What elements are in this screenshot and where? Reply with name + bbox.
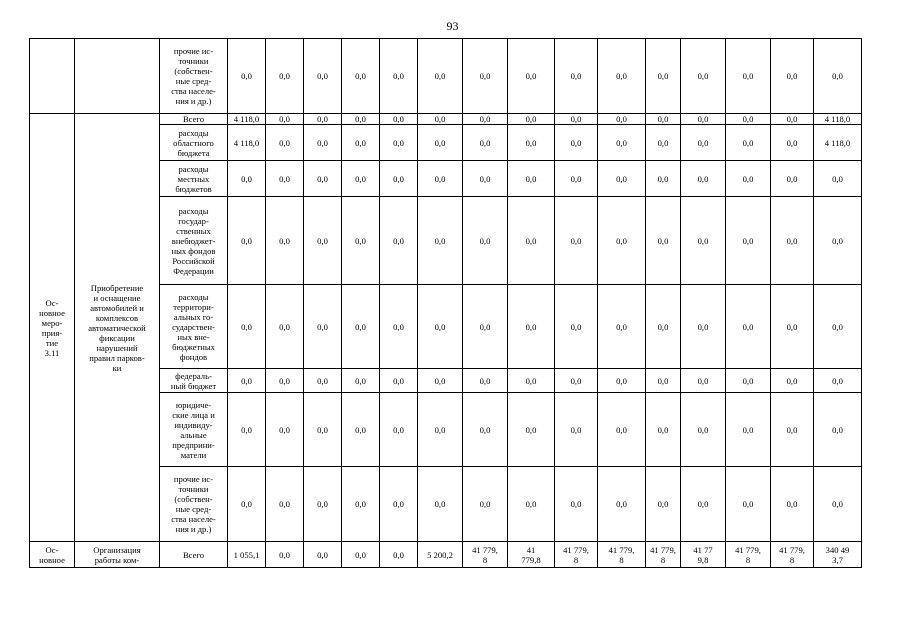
table-row — [30, 39, 862, 114]
value-cell: 0,0 — [646, 197, 681, 285]
value-cell: 0,0 — [555, 125, 598, 161]
value-cell: 0,0 — [646, 161, 681, 197]
value-cell: 0,0 — [681, 369, 726, 393]
value-cell: 0,0 — [342, 125, 380, 161]
value-cell: 0,0 — [380, 542, 418, 568]
value-cell: 0,0 — [380, 393, 418, 467]
value-cell: 0,0 — [508, 197, 555, 285]
value-cell: 0,0 — [555, 114, 598, 125]
funding-source-label: федераль- ный бюджет — [160, 369, 228, 393]
value-cell: 0,0 — [814, 285, 862, 369]
value-cell: 0,0 — [598, 467, 646, 542]
value-cell: 0,0 — [726, 369, 771, 393]
value-cell: 0,0 — [418, 125, 463, 161]
value-cell: 0,0 — [463, 197, 508, 285]
funding-source-label: расходы территори- альных го- сударствен- ных вне- бюджетных фондов — [160, 285, 228, 369]
value-cell: 0,0 — [342, 542, 380, 568]
value-cell: 0,0 — [304, 114, 342, 125]
value-cell: 41 779, 8 — [726, 542, 771, 568]
value-cell: 0,0 — [814, 393, 862, 467]
value-cell: 0,0 — [598, 197, 646, 285]
value-cell: 0,0 — [342, 393, 380, 467]
value-cell: 0,0 — [304, 197, 342, 285]
value-cell: 0,0 — [508, 393, 555, 467]
value-cell: 0,0 — [463, 369, 508, 393]
value-cell: 41 779, 8 — [463, 542, 508, 568]
value-cell: 0,0 — [508, 161, 555, 197]
value-cell: 4 118,0 — [228, 114, 266, 125]
value-cell: 0,0 — [508, 467, 555, 542]
value-cell: 0,0 — [771, 161, 814, 197]
value-cell: 0,0 — [771, 114, 814, 125]
value-cell: 0,0 — [380, 467, 418, 542]
value-cell: 0,0 — [266, 114, 304, 125]
value-cell: 0,0 — [508, 369, 555, 393]
value-cell: 0,0 — [681, 393, 726, 467]
value-cell: 0,0 — [266, 125, 304, 161]
value-cell: 0,0 — [726, 393, 771, 467]
value-cell: 0,0 — [463, 161, 508, 197]
value-cell: 0,0 — [304, 369, 342, 393]
funding-source-label: расходы областного бюджета — [160, 125, 228, 161]
value-cell: 0,0 — [681, 285, 726, 369]
value-cell: 4 118,0 — [228, 125, 266, 161]
value-cell: 0,0 — [814, 197, 862, 285]
value-cell: 0,0 — [508, 114, 555, 125]
value-cell: 0,0 — [646, 467, 681, 542]
value-cell: 0,0 — [418, 161, 463, 197]
funding-table — [29, 38, 862, 568]
value-cell: 0,0 — [304, 467, 342, 542]
value-cell: 0,0 — [508, 39, 555, 114]
value-cell: 0,0 — [555, 285, 598, 369]
value-cell: 0,0 — [598, 369, 646, 393]
value-cell: 0,0 — [726, 285, 771, 369]
funding-source-label: прочие ис- точники (собствен- ные сред- ства населе- ния и др.) — [160, 39, 228, 114]
value-cell: 1 055,1 — [228, 542, 266, 568]
value-cell: 0,0 — [304, 393, 342, 467]
value-cell: 0,0 — [380, 114, 418, 125]
value-cell: 0,0 — [342, 197, 380, 285]
value-cell: 0,0 — [266, 197, 304, 285]
value-cell: 0,0 — [418, 467, 463, 542]
value-cell: 0,0 — [418, 197, 463, 285]
value-cell: 0,0 — [508, 285, 555, 369]
value-cell: 0,0 — [646, 285, 681, 369]
value-cell: 0,0 — [814, 39, 862, 114]
value-cell: 0,0 — [380, 125, 418, 161]
value-cell: 0,0 — [463, 467, 508, 542]
value-cell: 0,0 — [555, 161, 598, 197]
value-cell: 0,0 — [771, 393, 814, 467]
table-row — [30, 542, 862, 568]
value-cell: 0,0 — [266, 393, 304, 467]
value-cell: 41 77 9,8 — [681, 542, 726, 568]
value-cell: 0,0 — [681, 467, 726, 542]
value-cell: 0,0 — [646, 39, 681, 114]
event-label-cell: Ос- новное меро- прия- тие 3.11 — [30, 114, 75, 542]
value-cell: 0,0 — [555, 467, 598, 542]
value-cell: 4 118,0 — [814, 125, 862, 161]
value-cell: 0,0 — [646, 125, 681, 161]
value-cell: 0,0 — [380, 39, 418, 114]
value-cell: 0,0 — [463, 125, 508, 161]
value-cell: 0,0 — [726, 39, 771, 114]
value-cell: 0,0 — [418, 39, 463, 114]
value-cell: 0,0 — [228, 39, 266, 114]
value-cell: 0,0 — [266, 39, 304, 114]
funding-source-label: юридиче- ские лица и индивиду- альные предприни- матели — [160, 393, 228, 467]
value-cell: 0,0 — [598, 114, 646, 125]
funding-source-label: расходы государ- ственных внебюджет- ных фондов Российской Федерации — [160, 197, 228, 285]
value-cell: 0,0 — [463, 114, 508, 125]
value-cell: 0,0 — [266, 161, 304, 197]
funding-source-label: расходы местных бюджетов — [160, 161, 228, 197]
value-cell: 0,0 — [342, 114, 380, 125]
funding-source-label: Всего — [160, 114, 228, 125]
value-cell: 0,0 — [418, 114, 463, 125]
value-cell: 0,0 — [228, 161, 266, 197]
value-cell: 0,0 — [342, 467, 380, 542]
value-cell: 41 779,8 — [508, 542, 555, 568]
value-cell: 0,0 — [646, 393, 681, 467]
value-cell: 0,0 — [681, 125, 726, 161]
table-row — [30, 114, 862, 125]
value-cell: 0,0 — [598, 161, 646, 197]
value-cell: 0,0 — [380, 197, 418, 285]
value-cell: 0,0 — [266, 467, 304, 542]
value-cell: 5 200,2 — [418, 542, 463, 568]
value-cell: 0,0 — [228, 467, 266, 542]
value-cell: 0,0 — [266, 369, 304, 393]
value-cell: 0,0 — [771, 125, 814, 161]
value-cell: 0,0 — [418, 369, 463, 393]
event-label-cell: Ос- новное — [30, 542, 75, 568]
value-cell: 0,0 — [304, 161, 342, 197]
value-cell: 0,0 — [771, 39, 814, 114]
value-cell: 0,0 — [266, 542, 304, 568]
value-cell: 0,0 — [463, 285, 508, 369]
value-cell: 0,0 — [304, 125, 342, 161]
page-number: 93 — [446, 19, 459, 33]
value-cell: 0,0 — [342, 285, 380, 369]
value-cell: 0,0 — [681, 161, 726, 197]
value-cell: 0,0 — [771, 467, 814, 542]
value-cell: 0,0 — [228, 393, 266, 467]
value-cell: 0,0 — [555, 39, 598, 114]
value-cell: 0,0 — [304, 285, 342, 369]
value-cell: 0,0 — [266, 285, 304, 369]
value-cell: 41 779, 8 — [555, 542, 598, 568]
value-cell: 0,0 — [726, 197, 771, 285]
value-cell: 0,0 — [342, 39, 380, 114]
event-name-cell: Организация работы ком- — [75, 542, 160, 568]
value-cell: 0,0 — [646, 369, 681, 393]
value-cell: 4 118,0 — [814, 114, 862, 125]
value-cell: 0,0 — [228, 197, 266, 285]
value-cell: 0,0 — [380, 161, 418, 197]
value-cell: 0,0 — [463, 39, 508, 114]
value-cell: 0,0 — [726, 125, 771, 161]
value-cell: 0,0 — [342, 161, 380, 197]
value-cell: 0,0 — [771, 285, 814, 369]
value-cell: 0,0 — [304, 542, 342, 568]
value-cell: 0,0 — [555, 393, 598, 467]
value-cell: 0,0 — [598, 285, 646, 369]
value-cell: 340 49 3,7 — [814, 542, 862, 568]
funding-source-label: Всего — [160, 542, 228, 568]
value-cell: 0,0 — [814, 467, 862, 542]
value-cell: 0,0 — [555, 369, 598, 393]
value-cell: 0,0 — [380, 285, 418, 369]
value-cell: 41 779, 8 — [646, 542, 681, 568]
value-cell: 0,0 — [380, 369, 418, 393]
event-name-cell: Приобретение и оснащение автомобилей и комплексов автоматической фиксации нарушений правил парков- ки — [75, 114, 160, 542]
value-cell: 41 779, 8 — [771, 542, 814, 568]
value-cell: 0,0 — [228, 369, 266, 393]
value-cell: 0,0 — [598, 39, 646, 114]
value-cell: 0,0 — [681, 39, 726, 114]
value-cell: 0,0 — [681, 197, 726, 285]
event-name-cell — [75, 39, 160, 114]
value-cell: 0,0 — [681, 114, 726, 125]
value-cell: 41 779, 8 — [598, 542, 646, 568]
value-cell: 0,0 — [463, 393, 508, 467]
funding-source-label: прочие ис- точники (собствен- ные сред- ства населе- ния и др.) — [160, 467, 228, 542]
value-cell: 0,0 — [726, 467, 771, 542]
value-cell: 0,0 — [508, 125, 555, 161]
value-cell: 0,0 — [771, 197, 814, 285]
value-cell: 0,0 — [598, 393, 646, 467]
value-cell: 0,0 — [726, 114, 771, 125]
value-cell: 0,0 — [555, 197, 598, 285]
value-cell: 0,0 — [304, 39, 342, 114]
value-cell: 0,0 — [726, 161, 771, 197]
value-cell: 0,0 — [342, 369, 380, 393]
value-cell: 0,0 — [771, 369, 814, 393]
value-cell: 0,0 — [814, 369, 862, 393]
event-label-cell — [30, 39, 75, 114]
value-cell: 0,0 — [814, 161, 862, 197]
value-cell: 0,0 — [598, 125, 646, 161]
value-cell: 0,0 — [646, 114, 681, 125]
value-cell: 0,0 — [228, 285, 266, 369]
value-cell: 0,0 — [418, 285, 463, 369]
value-cell: 0,0 — [418, 393, 463, 467]
